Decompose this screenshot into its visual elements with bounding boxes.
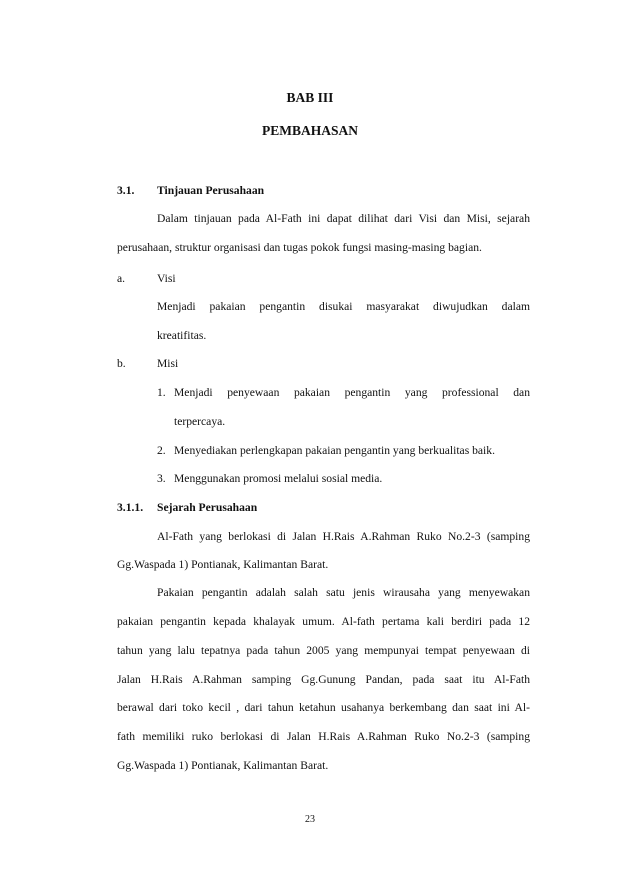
intro-line: perusahaan, struktur organisasi dan tugas pokok fungsi masing-masing bagian. [117, 241, 482, 254]
paragraph-line: Gg.Waspada 1) Pontianak, Kalimantan Barat. [117, 558, 329, 571]
paragraph-line: Al-Fath yang berlokasi di Jalan H.Rais A.Rahman Ruko No.2-3 (samping [157, 530, 530, 543]
misi-item-text: Menyediakan perlengkapan pakaian pengantin yang berkualitas baik. [174, 444, 495, 457]
paragraph-line: berawal dari toko kecil , dari tahun ketahun usahanya berkembang dan saat ini Al- [117, 701, 530, 714]
misi-item-text: Menggunakan promosi melalui sosial media. [174, 472, 383, 485]
subsection-number: 3.1.1. [117, 501, 144, 514]
paragraph-line: tahun yang lalu tepatnya pada tahun 2005 yang mempunyai tempat penyewaan di [117, 644, 530, 657]
subsection-heading: Sejarah Perusahaan [157, 501, 258, 514]
visi-label: Visi [157, 272, 176, 285]
visi-text: Menjadi pakaian pengantin disukai masyarakat diwujudkan dalam [157, 300, 530, 313]
paragraph-line: fath memiliki ruko berlokasi di Jalan H.Rais A.Rahman Ruko No.2-3 (samping [117, 730, 530, 743]
misi-item-number: 3. [157, 472, 166, 485]
page-number: 23 [305, 814, 315, 825]
paragraph-line: Gg.Waspada 1) Pontianak, Kalimantan Barat. [117, 759, 329, 772]
visi-text: kreatifitas. [157, 329, 207, 342]
section-heading: Tinjauan Perusahaan [157, 184, 265, 197]
list-marker: b. [117, 357, 126, 370]
paragraph-line: pakaian pengantin kepada khalayak umum. Al-fath pertama kali berdiri pada 12 [117, 615, 530, 628]
misi-item-text: Menjadi penyewaan pakaian pengantin yang professional dan [174, 386, 530, 399]
chapter-number: BAB III [286, 90, 334, 105]
misi-item-number: 2. [157, 444, 166, 457]
misi-item-number: 1. [157, 386, 166, 399]
intro-line: Dalam tinjauan pada Al-Fath ini dapat dilihat dari Visi dan Misi, sejarah [157, 212, 530, 225]
paragraph-line: Jalan H.Rais A.Rahman samping Gg.Gunung Pandan, pada saat itu Al-Fath [117, 673, 530, 686]
misi-item-text: terpercaya. [174, 415, 226, 428]
section-number: 3.1. [117, 184, 135, 197]
paragraph-line: Pakaian pengantin adalah salah satu jenis wirausaha yang menyewakan [157, 586, 530, 599]
list-marker: a. [117, 272, 126, 285]
misi-label: Misi [157, 357, 179, 370]
chapter-title: PEMBAHASAN [261, 123, 358, 138]
